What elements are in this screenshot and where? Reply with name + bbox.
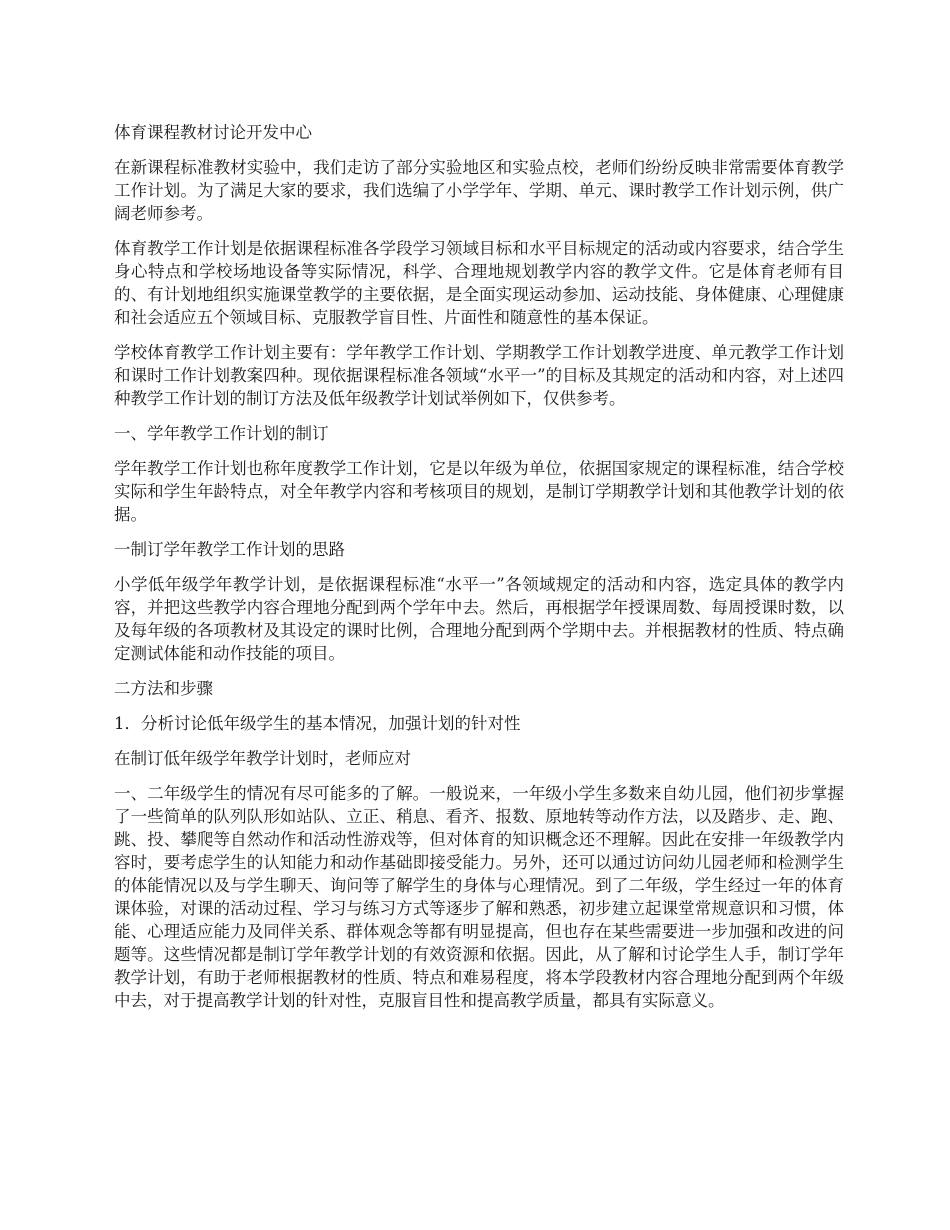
document-title: 体育课程教材讨论开发中心 bbox=[114, 123, 312, 142]
document-body bbox=[114, 121, 844, 1024]
plan-types-paragraph: 学校体育教学工作计划主要有：学年教学工作计划、学期教学工作计划教学进度、单元教学工作计划和课时工作计划教案四种。现依据课程标准各领域“水平一”的目标及其规定的活动和内容，对上述四种教学工作计划的制订方法及低年级教学计划试举例如下，仅供参考。 bbox=[114, 343, 844, 408]
annual-plan-paragraph: 学年教学工作计划也称年度教学工作计划，它是以年级为单位，依据国家规定的课程标准，结合学校实际和学生年龄特点，对全年教学内容和考核项目的规划，是制订学期教学计划和其他教学计划的依据。 bbox=[114, 459, 844, 524]
step-1-intro-paragraph: 在制订低年级学年教学计划时，老师应对 bbox=[114, 749, 411, 768]
subsection-heading-approach: 一制订学年教学工作计划的思路 bbox=[114, 540, 345, 559]
step-1-heading: 1．分析讨论低年级学生的基本情况，加强计划的针对性 bbox=[114, 714, 521, 733]
section-heading-annual-plan: 一、学年教学工作计划的制订 bbox=[114, 424, 329, 443]
subsection-heading-methods: 二方法和步骤 bbox=[114, 679, 213, 698]
plan-definition-paragraph: 体育教学工作计划是依据课程标准各学段学习领域目标和水平目标规定的活动或内容要求，结合学生身心特点和学校场地设备等实际情况，科学、合理地规划教学内容的教学文件。它是体育老师有目的、有计划地组织实施课堂教学的主要依据，是全面实现运动参加、运动技能、身体健康、心理健康和社会适应五个领域目标、克服教学盲目性、片面性和随意性的基本保证。 bbox=[114, 239, 844, 327]
student-analysis-paragraph: 一、二年级学生的情况有尽可能多的了解。一般说来，一年级小学生多数来自幼儿园，他们初步掌握了一些简单的队列队形如站队、立正、稍息、看齐、报数、原地转等动作方法，以及踏步、走、跑、跳、投、攀爬等自然动作和活动性游戏等，但对体育的知识概念还不理解。因此在安排一年级教学内容时，要考虑学生的认知能力和动作基础即接受能力。另外，还可以通过访问幼儿园老师和检测学生的体能情况以及与学生聊天、询问等了解学生的身体与心理情况。到了二年级，学生经过一年的体育课体验，对课的活动过程、学习与练习方式等逐步了解和熟悉，初步建立起课堂常规意识和习惯，体能、心理适应能力及同伴关系、群体观念等都有明显提高，但也存在某些需要进一步加强和改进的问题等。这些情况都是制订学年教学计划的有效资源和依据。因此，从了解和讨论学生人手，制订学年教学计划，有助于老师根据教材的性质、特点和难易程度，将本学段教材内容合理地分配到两个年级中去，对于提高教学计划的针对性，克服盲目性和提高教学质量，都具有实际意义。 bbox=[114, 784, 844, 1010]
intro-paragraph: 在新课程标准教材实验中，我们走访了部分实验地区和实验点校，老师们纷纷反映非常需要体育教学工作计划。为了满足大家的要求，我们选编了小学学年、学期、单元、课时教学工作计划示例，供广阔老师参考。 bbox=[114, 158, 844, 223]
approach-paragraph: 小学低年级学年教学计划，是依据课程标准“水平一”各领域规定的活动和内容，选定具体的教学内容，并把这些教学内容合理地分配到两个学年中去。然后，再根据学年授课周数、每周授课时数，以及每年级的各项教材及其设定的课时比例，合理地分配到两个学期中去。并根据教材的性质、特点确定测试体能和动作技能的项目。 bbox=[114, 575, 844, 663]
